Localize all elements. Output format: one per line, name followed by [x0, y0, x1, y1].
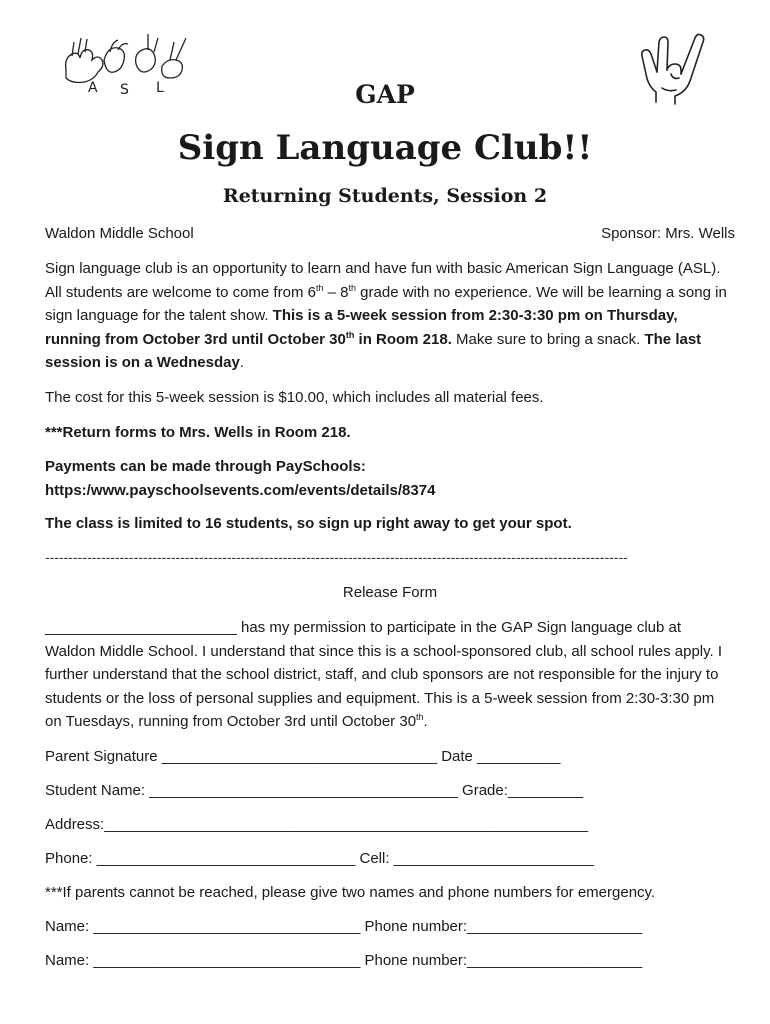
payments-link[interactable]: https:/www.payschoolsevents.com/events/details/8374: [45, 482, 436, 499]
superscript: th: [416, 712, 424, 722]
release-paragraph: [45, 616, 735, 734]
parent-signature-field[interactable]: Parent Signature _________________________________ Date __________: [45, 748, 561, 765]
club-title: Sign Language Club!!: [177, 128, 593, 168]
intro-text-5: .: [239, 354, 244, 371]
superscript: th: [315, 282, 324, 293]
intro-paragraph: [45, 257, 735, 375]
release-text: _______________________ has my permission to participate in the GAP Sign language club at Waldon Middle School. I understand that since this is a school-sponsored club, all school rules apply. I further understand that the school district, staff, and club sponsors are not responsible for the injury to students or the loss of personal supplies and equipment. This is a 5-week session from 2:30-3:30 pm on Tuesdays, running from October 3rd until October 30: [45, 619, 723, 730]
emergency-contact-1[interactable]: Name: ________________________________ Phone number:_____________________: [45, 918, 643, 935]
svg-text:L: L: [156, 80, 164, 96]
svg-text:A: A: [88, 80, 98, 96]
intro-text-2: – 8: [323, 283, 349, 301]
release-form-heading: Release Form: [342, 584, 438, 601]
org-title: GAP: [355, 80, 415, 109]
emergency-note: ***If parents cannot be reached, please give two names and phone numbers for emergency.: [45, 884, 656, 901]
intro-text-3: grade with no experience. We will be learning a song in sign language for the talent show.: [45, 283, 727, 324]
last-session-bold: The last session is on a Wednesday: [45, 330, 702, 371]
student-name-field[interactable]: Student Name: _____________________________________ Grade:_________: [45, 782, 583, 799]
address-field[interactable]: Address:__________________________________________________________: [45, 816, 589, 833]
intro-text-1: Sign language club is an opportunity to learn and have fun with basic American Sign Language (ASL). All students are welcome to come from 6: [45, 260, 721, 301]
superscript: th: [345, 329, 355, 340]
cost-text: The cost for this 5-week session is $10.00, which includes all material fees.: [45, 389, 544, 406]
room-bold: in Room 218.: [354, 330, 452, 348]
intro-text-4: Make sure to bring a snack.: [451, 330, 645, 348]
sponsor-name: Sponsor: Mrs. Wells: [601, 225, 735, 242]
cut-line-divider: -----------------------------------------------------------------------------------------------------------------------------: [45, 549, 628, 565]
return-forms-text: ***Return forms to Mrs. Wells in Room 218.: [45, 424, 351, 441]
info-row: [45, 225, 735, 242]
emergency-contact-2[interactable]: Name: ________________________________ Phone number:_____________________: [45, 952, 643, 969]
session-details-bold: This is a 5-week session from 2:30-3:30 pm on Thursday, running from October 3rd until October 30: [45, 307, 678, 348]
svg-text:S: S: [120, 82, 129, 98]
class-limit-text: The class is limited to 16 students, so sign up right away to get your spot.: [45, 515, 572, 532]
session-subtitle: Returning Students, Session 2: [222, 185, 548, 207]
superscript: th: [348, 282, 357, 293]
school-name: Waldon Middle School: [45, 225, 194, 242]
payments-text: Payments can be made through PaySchools:: [45, 458, 366, 475]
release-text-end: .: [423, 713, 428, 730]
phone-field[interactable]: Phone: _______________________________ Cell: ________________________: [45, 850, 594, 867]
